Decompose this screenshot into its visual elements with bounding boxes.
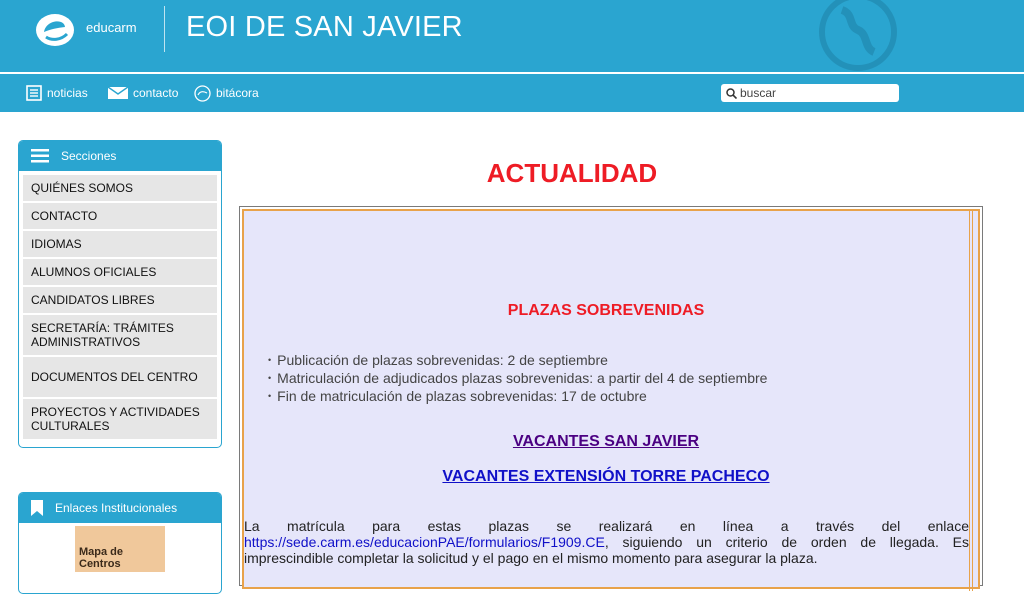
site-header [0, 0, 1024, 72]
sidebar-item-candidatos-libres[interactable] [23, 287, 217, 313]
sections-panel [18, 140, 222, 448]
mapa-label: Mapa de Centros [79, 546, 124, 570]
sidebar-item-label: DOCUMENTOS DEL CENTRO [31, 370, 198, 384]
sections-list [19, 171, 221, 443]
sidebar-item-documentos[interactable] [23, 357, 217, 397]
mapa-centros-banner[interactable] [75, 526, 165, 572]
sidebar-item-label: QUIÉNES SOMOS [31, 181, 134, 195]
search-icon[interactable] [726, 88, 737, 99]
sections-panel-header [19, 141, 221, 171]
header-divider [164, 6, 165, 52]
nav-item-bitacora[interactable] [194, 85, 259, 101]
blog-icon [194, 85, 211, 102]
links-panel [18, 492, 222, 594]
enrollment-link[interactable]: https://sede.carm.es/educacionPAE/formularios/F1909.CE [244, 534, 605, 550]
nav-item-noticias[interactable] [26, 85, 88, 101]
content-frame-rule [969, 211, 973, 591]
news-icon [26, 85, 42, 101]
mail-icon [108, 86, 128, 100]
list-item: • Publicación de plazas sobrevenidas: 2 de septiembre [268, 352, 767, 370]
nav-label: noticias [47, 86, 88, 100]
sidebar-item-quienes-somos[interactable] [23, 175, 217, 201]
menu-icon [31, 149, 49, 163]
search-box[interactable] [721, 84, 899, 102]
logo-text[interactable]: educarm [86, 20, 137, 35]
nav-label: contacto [133, 86, 179, 100]
nav-label: bitácora [216, 86, 259, 100]
sidebar-item-label: CANDIDATOS LIBRES [31, 293, 155, 307]
sidebar-item-proyectos[interactable] [23, 399, 217, 439]
globe-icon [812, 0, 904, 72]
sidebar-item-label: ALUMNOS OFICIALES [31, 265, 157, 279]
educarm-logo-icon[interactable] [32, 10, 78, 50]
sidebar-item-alumnos-oficiales[interactable] [23, 259, 217, 285]
sidebar-item-contacto[interactable] [23, 203, 217, 229]
vacantes-torre-pacheco-link[interactable]: VACANTES EXTENSIÓN TORRE PACHECO [442, 468, 770, 485]
search-input[interactable] [740, 86, 890, 100]
links-title: Enlaces Institucionales [55, 501, 178, 515]
sidebar-item-label: SECRETARÍA: TRÁMITES ADMINISTRATIVOS [31, 321, 174, 349]
sidebar-item-label: PROYECTOS Y ACTIVIDADES CULTURALES [31, 405, 200, 433]
site-title[interactable]: EOI DE SAN JAVIER [186, 11, 463, 43]
vacantes-san-javier-link[interactable]: VACANTES SAN JAVIER [512, 433, 700, 450]
sections-title: Secciones [61, 149, 117, 163]
sidebar-item-secretaria[interactable] [23, 315, 217, 355]
plazas-heading: PLAZAS SOBREVENIDAS [507, 302, 705, 319]
paragraph-text: La matrícula para estas plazas se realizará en línea a través del enlace [244, 518, 969, 534]
enrollment-paragraph [244, 518, 969, 566]
list-item: • Matriculación de adjudicados plazas sobrevenidas: a partir del 4 de septiembre [268, 370, 767, 388]
sidebar-item-label: CONTACTO [31, 209, 98, 223]
sidebar-item-label: IDIOMAS [31, 237, 82, 251]
bookmark-icon [31, 500, 43, 516]
list-item: • Fin de matriculación de plazas sobrevenidas: 17 de octubre [268, 388, 767, 406]
links-panel-header [19, 493, 221, 523]
sidebar-item-idiomas[interactable] [23, 231, 217, 257]
nav-item-contacto[interactable] [108, 85, 178, 101]
page-title: ACTUALIDAD [486, 158, 658, 188]
paragraph-text: , siguiendo un criterio de orden de llegada. Es imprescindible completar la solicitud y el pago en el mismo momento para asegurar la plaza. [244, 534, 969, 566]
plazas-bullet-list [268, 352, 767, 406]
